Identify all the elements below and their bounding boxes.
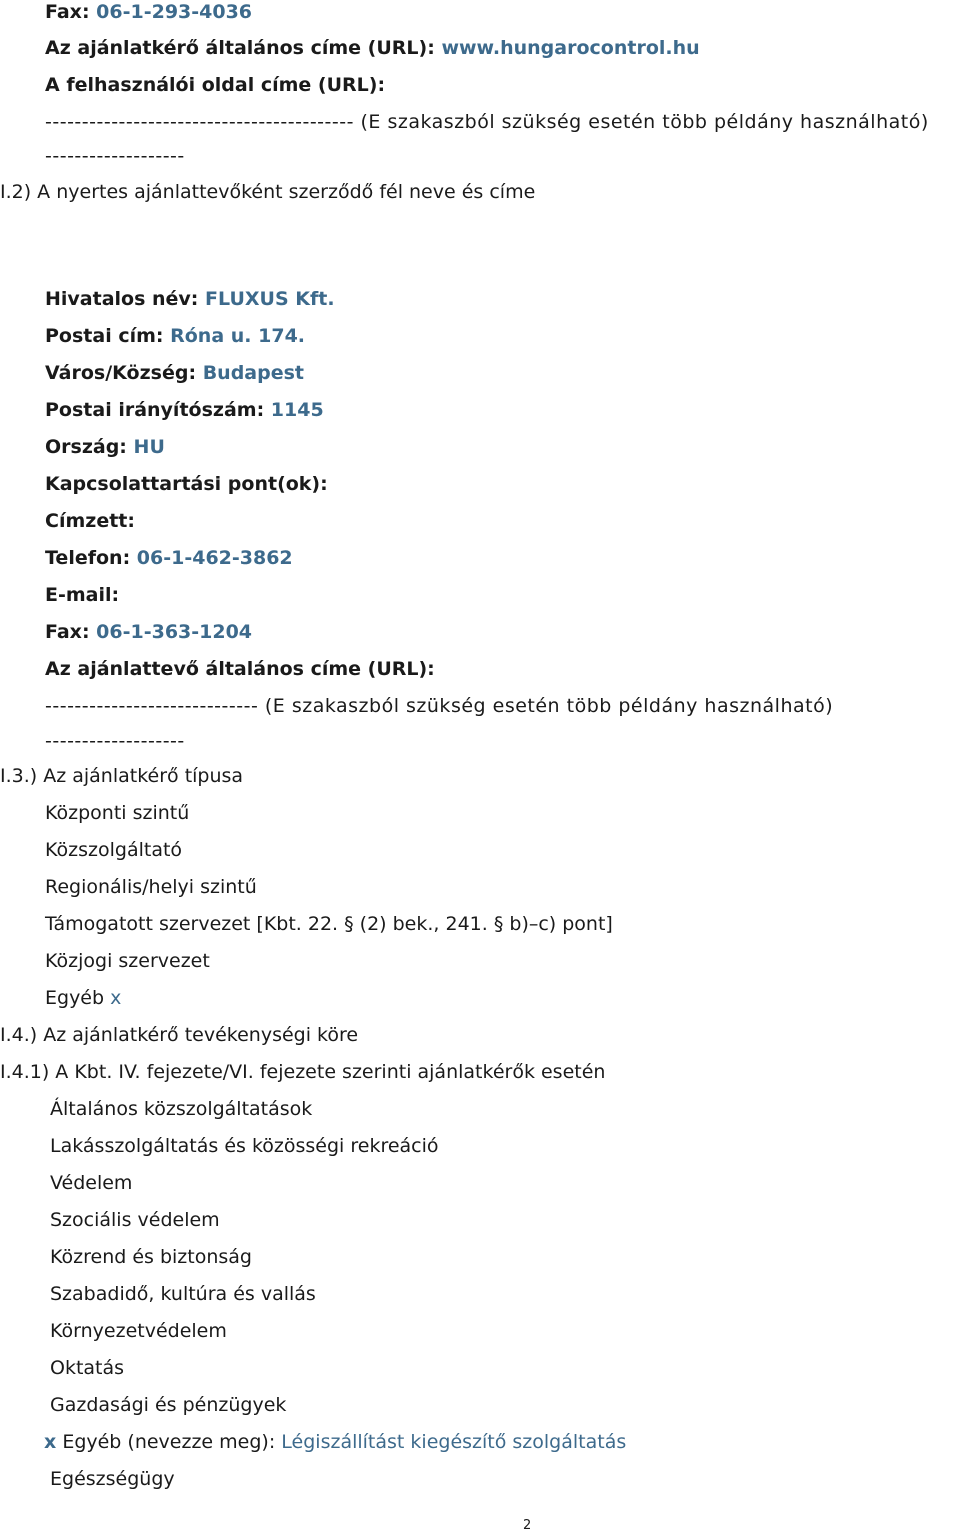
activity-item: Szociális védelem	[50, 1209, 220, 1231]
page-number: 2	[523, 1518, 532, 1533]
activity-item: Védelem	[50, 1172, 133, 1194]
activity-other-label: Egyéb (nevezze meg):	[62, 1431, 276, 1453]
authority-type-item: Központi szintű	[45, 802, 190, 824]
activity-item: Lakásszolgáltatás és közösségi rekreáció	[50, 1135, 439, 1157]
activity-item: Környezetvédelem	[50, 1320, 227, 1342]
postal-address-value: Róna u. 174.	[170, 325, 306, 347]
other-label: Egyéb	[45, 987, 105, 1009]
contracting-dash-line: ------------------------------------------ (E szakaszból szükség esetén több példány használható)	[45, 111, 929, 133]
activity-item: Gazdasági és pénzügyek	[50, 1394, 287, 1416]
city-label: Város/Község:	[45, 362, 197, 384]
zip-label: Postai irányítószám:	[45, 399, 265, 421]
contractor-url-label: Az ajánlattevő általános címe (URL):	[45, 658, 435, 680]
authority-type-item: Közszolgáltató	[45, 839, 183, 861]
country-line	[45, 435, 165, 459]
contractor-dash-short: -------------------	[45, 730, 185, 752]
zip-value: 1145	[270, 399, 324, 421]
postal-address-label: Postai cím:	[45, 325, 164, 347]
contracting-dash-short: -------------------	[45, 145, 185, 167]
contractor-fax-label: Fax:	[45, 621, 90, 643]
url-label: Az ajánlatkérő általános címe (URL):	[45, 37, 435, 59]
zip-line	[45, 398, 324, 422]
postal-address-line	[45, 324, 305, 348]
email-label: E-mail:	[45, 584, 120, 606]
contracting-fax-line	[45, 0, 252, 24]
phone-line	[45, 546, 293, 570]
activity-item: Közrend és biztonság	[50, 1246, 252, 1268]
phone-value: 06-1-462-3862	[136, 547, 293, 569]
authority-type-item: Támogatott szervezet [Kbt. 22. § (2) bek., 241. § b)–c) pont]	[45, 913, 613, 935]
activity-item: Oktatás	[50, 1357, 125, 1379]
activity-item-last: Egészségügy	[50, 1468, 175, 1490]
phone-label: Telefon:	[45, 547, 131, 569]
fax-value: 06-1-293-4036	[96, 1, 253, 23]
official-name-line	[45, 287, 335, 311]
activity-item: Szabadidő, kultúra és vallás	[50, 1283, 316, 1305]
activity-other-value: Légiszállítást kiegészítő szolgáltatás	[281, 1431, 627, 1453]
contractor-dash-line: ----------------------------- (E szakaszból szükség esetén több példány használható)	[45, 695, 834, 717]
activity-other-line	[44, 1430, 626, 1454]
authority-type-item: Közjogi szervezet	[45, 950, 210, 972]
contractor-fax-line	[45, 620, 252, 644]
recipient-label: Címzett:	[45, 510, 135, 532]
authority-type-other	[45, 986, 121, 1010]
city-line	[45, 361, 304, 385]
authority-type-item: Regionális/helyi szintű	[45, 876, 257, 898]
section-1-2-heading: I.2) A nyertes ajánlattevőként szerződő fél neve és címe	[0, 181, 536, 203]
url-value: www.hungarocontrol.hu	[441, 37, 700, 59]
section-1-3-heading: I.3.) Az ajánlatkérő típusa	[0, 765, 244, 787]
country-label: Ország:	[45, 436, 127, 458]
activity-item: Általános közszolgáltatások	[50, 1098, 313, 1120]
buyer-profile-label: A felhasználói oldal címe (URL):	[45, 74, 386, 96]
contact-points-label: Kapcsolattartási pont(ok):	[45, 473, 328, 495]
activity-other-checkmark: x	[44, 1431, 57, 1453]
city-value: Budapest	[202, 362, 304, 384]
contracting-url-line	[45, 36, 700, 60]
fax-label: Fax:	[45, 1, 90, 23]
official-name-value: FLUXUS Kft.	[205, 288, 335, 310]
section-1-4-heading: I.4.) Az ajánlatkérő tevékenységi köre	[0, 1024, 359, 1046]
section-1-4-1-subheading: I.4.1) A Kbt. IV. fejezete/VI. fejezete szerinti ajánlatkérők esetén	[0, 1061, 606, 1083]
country-value: HU	[133, 436, 165, 458]
official-name-label: Hivatalos név:	[45, 288, 199, 310]
other-checkmark: x	[110, 987, 122, 1009]
contractor-fax-value: 06-1-363-1204	[96, 621, 253, 643]
